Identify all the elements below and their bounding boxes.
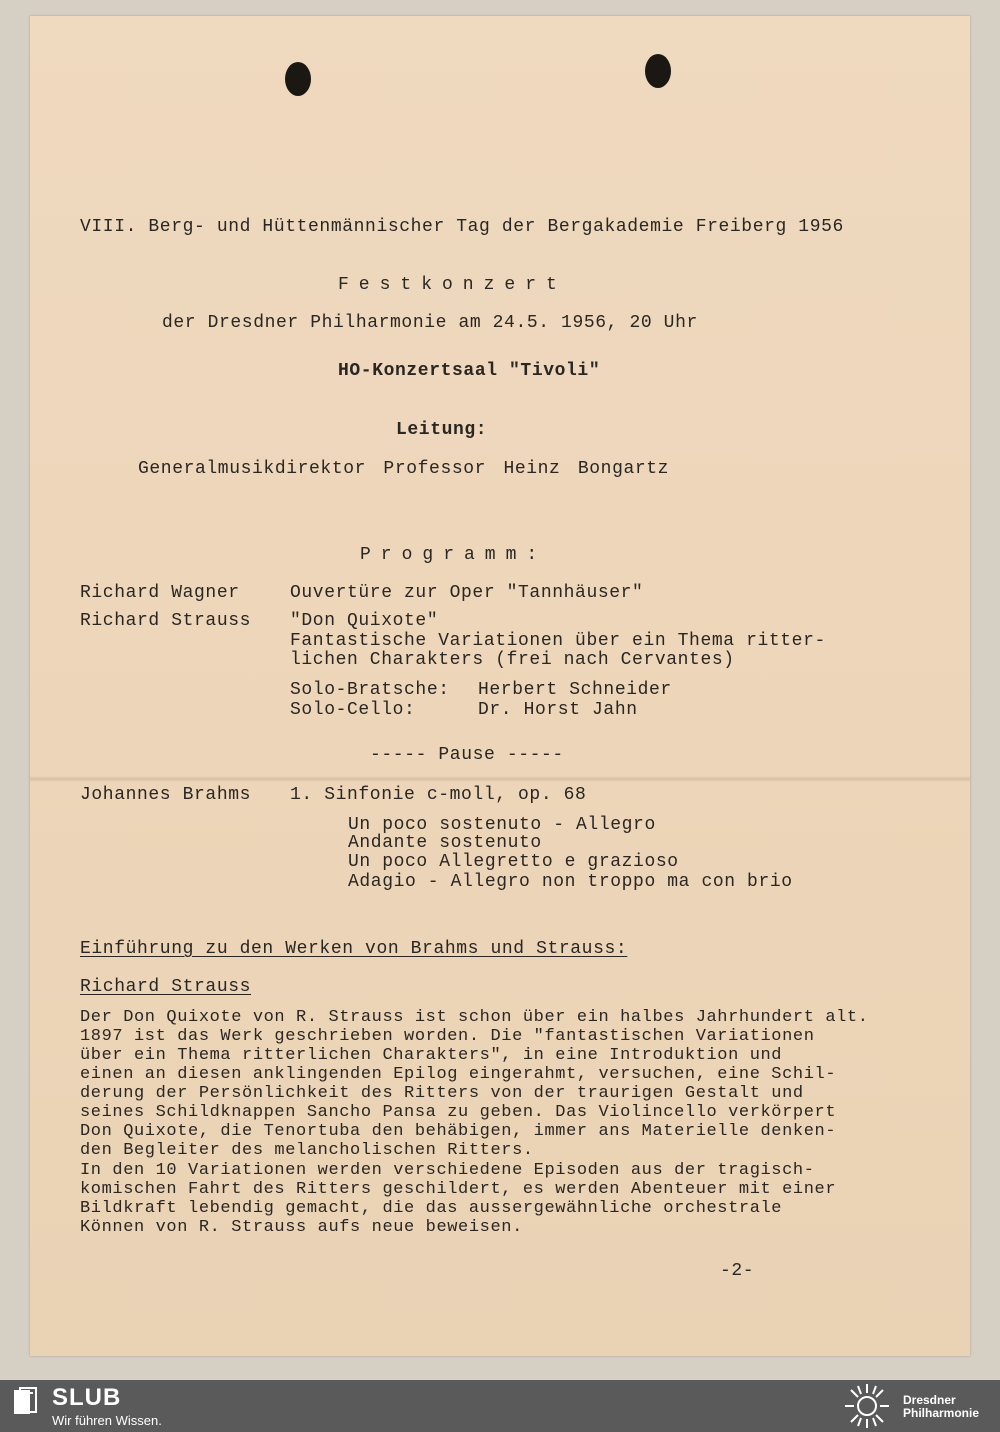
partner-name-line2: Philharmonie <box>903 1406 980 1420</box>
strauss-heading: Richard Strauss <box>80 977 252 997</box>
concert-subtitle: der Dresdner Philharmonie am 24.5. 1956, 20 Uhr <box>162 313 698 333</box>
text-line: einen an diesen anklingenden Epilog eingerahmt, versuchen, eine Schil- <box>80 1065 837 1084</box>
pause-marker: ----- Pause ----- <box>370 745 564 765</box>
concert-title: Festkonzert <box>338 275 567 295</box>
movement-item: Adagio - Allegro non troppo ma con brio <box>348 872 793 892</box>
punch-hole-left <box>285 62 311 96</box>
philharmonie-sunburst-icon <box>842 1382 892 1430</box>
direction-label: Leitung: <box>396 420 488 440</box>
text-line: In den 10 Variationen werden verschiedene Episoden aus der tragisch- <box>80 1161 815 1180</box>
text-line: derung der Persönlichkeit des Ritters von der traurigen Gestalt und <box>80 1084 804 1103</box>
program-work-strauss-title: "Don Quixote" <box>290 611 439 631</box>
text-line: den Begleiter des melancholischen Ritters. <box>80 1141 534 1160</box>
library-tagline: Wir führen Wissen. <box>52 1413 162 1428</box>
partner-name <box>903 1394 979 1420</box>
program-work-strauss-line: lichen Charakters (frei nach Cervantes) <box>290 650 735 670</box>
soloist-name: Dr. Horst Jahn <box>478 700 638 720</box>
slub-book-icon <box>12 1386 40 1418</box>
soloist-role: Solo-Bratsche: <box>290 680 450 700</box>
paper-fold <box>30 776 970 782</box>
text-line: komischen Fahrt des Ritters geschildert, es werden Abenteuer mit einer <box>80 1180 837 1199</box>
soloist-name: Herbert Schneider <box>478 680 672 700</box>
conductor-name: Generalmusikdirektor Professor Heinz Bongartz <box>138 459 670 479</box>
punch-hole-right <box>645 54 671 88</box>
movement-item: Un poco Allegretto e grazioso <box>348 852 679 872</box>
program-heading: Programm: <box>360 545 548 565</box>
text-line: Bildkraft lebendig gemacht, die das aussergewähnliche orchestrale <box>80 1199 783 1218</box>
text-line: 1897 ist das Werk geschrieben worden. Die "fantastischen Variationen <box>80 1027 815 1046</box>
page-number: -2- <box>720 1261 755 1281</box>
program-work-brahms: 1. Sinfonie c-moll, op. 68 <box>290 785 587 805</box>
program-composer-brahms: Johannes Brahms <box>80 785 252 805</box>
header-line: VIII. Berg- und Hüttenmännischer Tag der Bergakademie Freiberg 1956 <box>80 217 844 237</box>
program-work-strauss-line: Fantastische Variationen über ein Thema ritter- <box>290 631 826 651</box>
soloist-role: Solo-Cello: <box>290 700 416 720</box>
text-line: Der Don Quixote von R. Strauss ist schon über ein halbes Jahrhundert alt. <box>80 1008 869 1027</box>
text-line: seines Schildknappen Sancho Pansa zu geben. Das Violincello verkörpert <box>80 1103 837 1122</box>
movement-item: Andante sostenuto <box>348 833 542 853</box>
text-line: über ein Thema ritterlichen Charakters", in eine Introduktion und <box>80 1046 783 1065</box>
program-work-wagner: Ouvertüre zur Oper "Tannhäuser" <box>290 583 644 603</box>
concert-venue: HO-Konzertsaal "Tivoli" <box>338 361 601 381</box>
library-name: SLUB <box>52 1384 122 1411</box>
footer-bar <box>0 1380 1000 1432</box>
partner-name-line1: Dresdner <box>903 1393 956 1407</box>
movement-item: Un poco sostenuto - Allegro <box>348 815 656 835</box>
program-composer-strauss: Richard Strauss <box>80 611 252 631</box>
text-line: Don Quixote, die Tenortuba den behäbigen, immer ans Materielle denken- <box>80 1122 837 1141</box>
text-line: Können von R. Strauss aufs neue beweisen. <box>80 1218 523 1237</box>
introduction-heading: Einführung zu den Werken von Brahms und Strauss: <box>80 939 628 959</box>
program-composer-wagner: Richard Wagner <box>80 583 240 603</box>
